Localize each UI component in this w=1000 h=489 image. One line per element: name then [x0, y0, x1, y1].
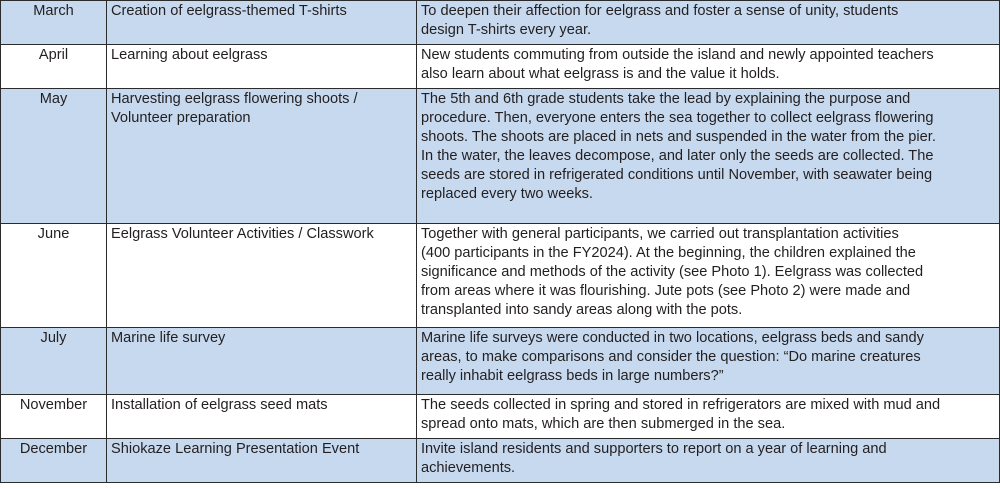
month-label: March [33, 3, 74, 19]
table-row [1, 45, 1000, 89]
description-cell [417, 1, 1000, 45]
description-text-line: procedure. Then, everyone enters the sea together to collect eelgrass flowering [421, 110, 934, 126]
description-text-line: replaced every two weeks. [421, 186, 593, 202]
month-cell [1, 1, 107, 45]
description-text-line: transplanted into sandy areas along with the pots. [421, 302, 743, 318]
table-row [1, 395, 1000, 439]
month-label: November [19, 397, 88, 413]
description-text-line: Marine life surveys were conducted in two locations, eelgrass beds and sandy [421, 330, 924, 346]
activity-text-line: Harvesting eelgrass flowering shoots / [111, 91, 358, 107]
month-cell [1, 89, 107, 224]
description-text-line: also learn about what eelgrass is and the value it holds. [421, 66, 780, 82]
description-text-line: from areas where it was flourishing. Jute pots (see Photo 2) were made and [421, 283, 911, 299]
table-row [1, 328, 1000, 395]
description-text-line: achievements. [421, 460, 516, 476]
month-label: December [19, 441, 88, 457]
description-text-line: seeds are stored in refrigerated conditions until November, with seawater being [421, 167, 933, 183]
description-text-line: In the water, the leaves decompose, and later only the seeds are collected. The [421, 148, 934, 164]
table-row [1, 1, 1000, 45]
activity-cell [107, 224, 417, 328]
description-text-line: Invite island residents and supporters to report on a year of learning and [421, 441, 887, 457]
description-text-line: spread onto mats, which are then submerged in the sea. [421, 416, 786, 432]
month-label: April [38, 47, 69, 63]
description-text-line: significance and methods of the activity (see Photo 1). Eelgrass was collected [421, 264, 924, 280]
description-cell [417, 395, 1000, 439]
activity-cell [107, 45, 417, 89]
description-text-line: The seeds collected in spring and stored in refrigerators are mixed with mud and [421, 397, 941, 413]
description-text-line: (400 participants in the FY2024). At the beginning, the children explained the [421, 245, 916, 261]
description-text-line: New students commuting from outside the island and newly appointed teachers [421, 47, 934, 63]
month-label: July [40, 330, 67, 346]
activity-cell [107, 439, 417, 483]
description-text-line: really inhabit eelgrass beds in large numbers?” [421, 368, 724, 384]
description-text-line: areas, to make comparisons and consider the question: “Do marine creatures [421, 349, 921, 365]
month-cell [1, 328, 107, 395]
month-cell [1, 224, 107, 328]
month-cell [1, 439, 107, 483]
activity-cell [107, 395, 417, 439]
description-cell [417, 328, 1000, 395]
activity-text-line: Eelgrass Volunteer Activities / Classwork [111, 226, 374, 242]
activity-cell [107, 89, 417, 224]
activity-text-line: Installation of eelgrass seed mats [111, 397, 328, 413]
schedule-body [1, 1, 1000, 483]
table-row [1, 224, 1000, 328]
description-text-line: To deepen their affection for eelgrass and foster a sense of unity, students [421, 3, 899, 19]
description-cell [417, 439, 1000, 483]
description-text-line: The 5th and 6th grade students take the lead by explaining the purpose and [421, 91, 911, 107]
activity-text-line: Creation of eelgrass-themed T-shirts [111, 3, 347, 19]
table-row [1, 439, 1000, 483]
month-cell [1, 395, 107, 439]
activity-text-line: Shiokaze Learning Presentation Event [111, 441, 360, 457]
activity-text-line: Learning about eelgrass [111, 47, 268, 63]
description-cell [417, 89, 1000, 224]
month-label: May [39, 91, 68, 107]
description-cell [417, 45, 1000, 89]
month-label: June [37, 226, 70, 242]
description-cell [417, 224, 1000, 328]
table-row [1, 89, 1000, 224]
activity-text-line: Volunteer preparation [111, 110, 251, 126]
activity-cell [107, 1, 417, 45]
activity-text-line: Marine life survey [111, 330, 226, 346]
description-text-line: Together with general participants, we carried out transplantation activities [421, 226, 899, 242]
description-text-line: design T-shirts every year. [421, 22, 592, 38]
description-text-line: shoots. The shoots are placed in nets and suspended in the water from the pier. [421, 129, 936, 145]
month-cell [1, 45, 107, 89]
activity-cell [107, 328, 417, 395]
